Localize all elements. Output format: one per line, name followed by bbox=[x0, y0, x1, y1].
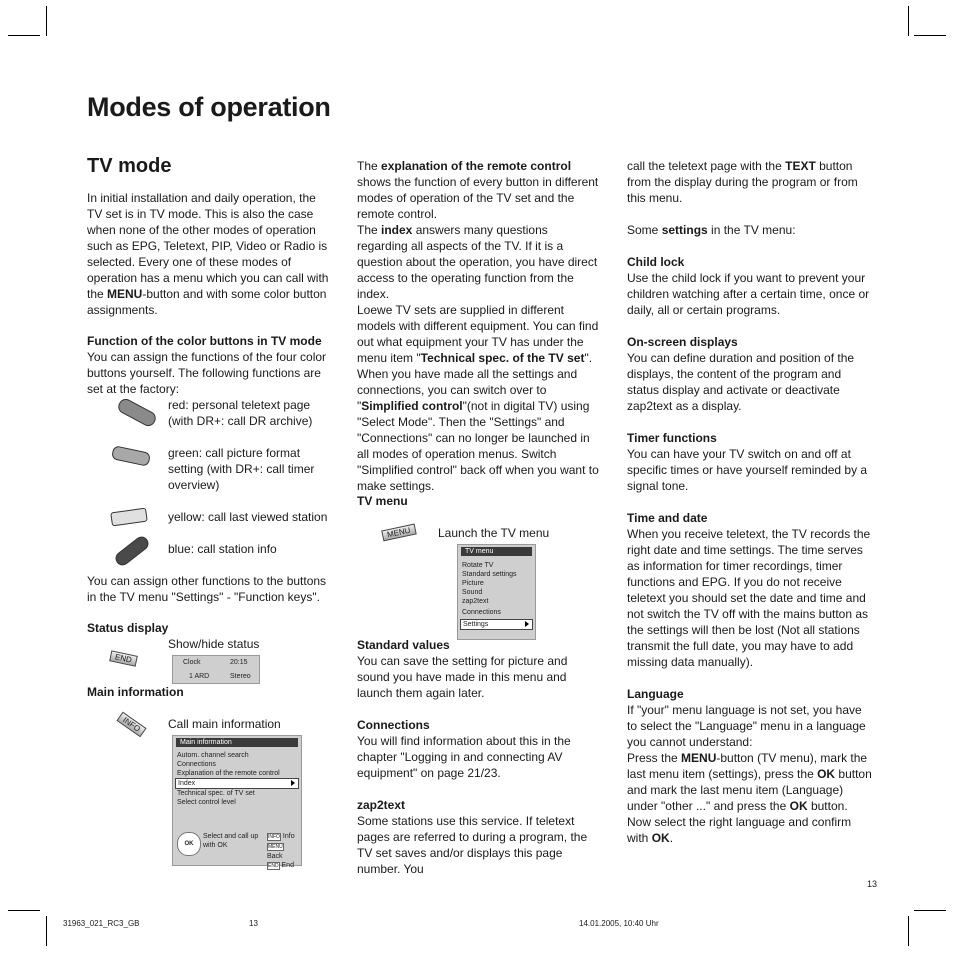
tv-menu-heading: TV menu bbox=[357, 494, 408, 508]
osd-item: Connections bbox=[462, 609, 501, 616]
osd-title: Main information bbox=[176, 738, 298, 747]
osd-item: Technical spec. of TV set bbox=[177, 790, 255, 797]
end-key-icon: END bbox=[109, 650, 138, 666]
color-buttons-heading: Function of the color buttons in TV mode bbox=[87, 334, 322, 348]
crop-mark bbox=[908, 6, 909, 36]
osd-clock-value: 20:15 bbox=[230, 659, 248, 666]
assign-text: You can assign other functions to the buttons in the TV menu "Settings" - "Function keys". bbox=[87, 574, 327, 604]
ok-pad-icon: OK bbox=[177, 832, 201, 856]
connections-heading: Connections bbox=[357, 718, 430, 732]
osd-item: Rotate TV bbox=[462, 562, 494, 569]
zap2text-text: Some stations use this service. If teletext pages are referred to during a program, the TV set saves and/or displays this page number. You bbox=[357, 814, 588, 876]
main-info-label: Call main information bbox=[168, 717, 281, 731]
zap2text-heading: zap2text bbox=[357, 798, 406, 812]
child-lock-heading: Child lock bbox=[627, 255, 685, 269]
time-date-heading: Time and date bbox=[627, 511, 708, 525]
crop-mark bbox=[908, 916, 909, 946]
osd-title: TV menu bbox=[461, 547, 532, 556]
timer-text: You can have your TV switch on and off at specific times or have yourself reminded by a signal tone. bbox=[627, 447, 868, 493]
crop-mark bbox=[8, 910, 40, 911]
menu-key-icon: MENU bbox=[381, 524, 416, 542]
crop-mark bbox=[46, 6, 47, 36]
osd-item: Explanation of the remote control bbox=[177, 770, 280, 777]
osd-ok-hint: Select and call up with OK bbox=[203, 833, 259, 849]
footer-date: 14.01.2005, 10:40 Uhr bbox=[579, 919, 659, 928]
column-2-text: The explanation of the remote control shows the function of every button in different modes of operation of the TV set and the remote control. The index answers many questions regarding all aspects of the TV. If it is a question about the operation, you have direct access to the operating function from the index. Loewe TV sets are supplied in different models with different equipment. You can find out what equipment your TV has under the menu item "Technical spec. of the TV set". When you have made all the settings and connections, you can switch over to "Simplified control"(not in digital TV) using "Select Mode". Then the "Settings" and "Connections" can no longer be launched in all modes of operation menus. Switch "Simplified control" back off when you want to make settings. bbox=[357, 159, 599, 493]
main-info-heading: Main information bbox=[87, 685, 184, 699]
osd-channel: 1 ARD bbox=[189, 673, 210, 680]
time-date-text: When you receive teletext, the TV records the right date and time settings. The time serves as information for timer recordings, timer functions and EPG. If you do not receive teletext you should set the date and time and not switch the TV off with the mains button as the settings will then be lost (Not all stations transmit the full date, you may have to add missing data manually). bbox=[627, 527, 871, 669]
status-label: Show/hide status bbox=[168, 637, 260, 651]
on-screen-text: You can define duration and position of the displays, the content of the program and status display and activate or deactivate zap2text as a display. bbox=[627, 351, 855, 413]
on-screen-heading: On-screen displays bbox=[627, 335, 738, 349]
column-3-text: call the teletext page with the TEXT button from the display during the program or from this menu. Some settings in the TV menu: Child lock Use the child lock if you want to prevent your children watching after a certain time, once or daily, all or certain programs. On-screen displays You can define duration and position of the displays, the content of the program and status display and activate or deactivate zap2text as a display. Timer functions You can have your TV switch on and off at specific times or have yourself reminded by a signal tone. Time and date When you receive teletext, the TV records the right date and time settings. The time serves as information for timer recordings, timer functions and EPG. If you do not receive teletext you should set the date and time and not switch the TV off with the mains button as the settings will then be lost (Not all stations transmit the full date, you may have to add missing data manually). Language If "your" menu language is not set, you have to select the "Language" menu in a language you cannot understand: Press the MENU-button (TV menu), mark the last menu item (settings), press the OK button and mark the last menu item (Language) under "other ..." and press the OK button. Now select the right language and confirm with OK. bbox=[627, 159, 872, 845]
blue-button-text: blue: call station info bbox=[168, 542, 277, 556]
red-button-icon bbox=[116, 396, 158, 428]
crop-mark bbox=[8, 35, 40, 36]
red-button-text: red: personal teletext page (with DR+: call DR archive) bbox=[168, 398, 313, 428]
page-number: 13 bbox=[867, 879, 878, 889]
osd-key-row: MENU Back bbox=[267, 844, 283, 860]
child-lock-text: Use the child lock if you want to prevent your children watching after a certain time, once or daily, all or certain programs. bbox=[627, 271, 870, 317]
standard-values-heading: Standard values bbox=[357, 638, 450, 652]
status-heading: Status display bbox=[87, 621, 169, 635]
osd-selected-item: Index bbox=[175, 778, 299, 789]
osd-key-row: END End bbox=[268, 862, 294, 869]
standard-values-text: You can save the setting for picture and sound you have made in this menu and launch them again later. bbox=[357, 654, 568, 700]
intro-paragraph: In initial installation and daily operation, the TV set is in TV mode. This is also the case when none of the other modes of operation such as EPG, Teletext, PIP, Video or Radio is selected. Every one of these modes of operation has a menu which you can call with the MENU-button and with some color button assignments. bbox=[87, 191, 329, 317]
crop-mark bbox=[46, 916, 47, 946]
language-text: If "your" menu language is not set, you have to select the "Language" menu in a language you cannot understand: bbox=[627, 703, 866, 749]
green-button-text: green: call picture format setting (with DR+: call timer overview) bbox=[168, 446, 315, 492]
footer-page: 13 bbox=[249, 919, 258, 928]
osd-clock-label: Clock bbox=[183, 659, 201, 666]
info-key-icon: INFO bbox=[116, 712, 146, 738]
yellow-button-text: yellow: call last viewed station bbox=[168, 510, 328, 524]
footer-file: 31963_021_RC3_GB bbox=[63, 919, 140, 928]
osd-item: zap2text bbox=[462, 598, 489, 605]
osd-item: Connections bbox=[177, 761, 216, 768]
section-title: TV mode bbox=[87, 155, 172, 177]
tv-menu-osd bbox=[457, 544, 536, 640]
osd-item: Select control level bbox=[177, 799, 236, 806]
osd-item: Sound bbox=[462, 589, 483, 596]
crop-mark bbox=[914, 35, 946, 36]
column-2-lower bbox=[357, 637, 600, 877]
green-button-icon bbox=[111, 445, 151, 467]
language-heading: Language bbox=[627, 687, 684, 701]
page-title: Modes of operation bbox=[87, 92, 331, 122]
tv-menu-label: Launch the TV menu bbox=[438, 526, 550, 540]
osd-item: Autom. channel search bbox=[177, 752, 249, 759]
color-buttons-text: You can assign the functions of the four color buttons yourself. The following functions are set at the factory: bbox=[87, 350, 327, 396]
osd-selected-item: Settings bbox=[460, 619, 533, 630]
main-info-osd bbox=[172, 735, 302, 869]
osd-key-row: INFO Info bbox=[268, 833, 295, 840]
status-osd bbox=[172, 655, 260, 684]
crop-mark bbox=[914, 910, 946, 911]
yellow-button-icon bbox=[110, 508, 148, 527]
blue-button-icon bbox=[113, 534, 152, 568]
osd-audio: Stereo bbox=[230, 673, 251, 680]
connections-text: You will find information about this in the chapter "Logging in and connecting AV equipment" on page 21/23. bbox=[357, 734, 571, 780]
osd-item: Standard settings bbox=[462, 571, 517, 578]
osd-item: Picture bbox=[462, 580, 484, 587]
timer-heading: Timer functions bbox=[627, 431, 717, 445]
color-buttons-section bbox=[87, 333, 332, 397]
